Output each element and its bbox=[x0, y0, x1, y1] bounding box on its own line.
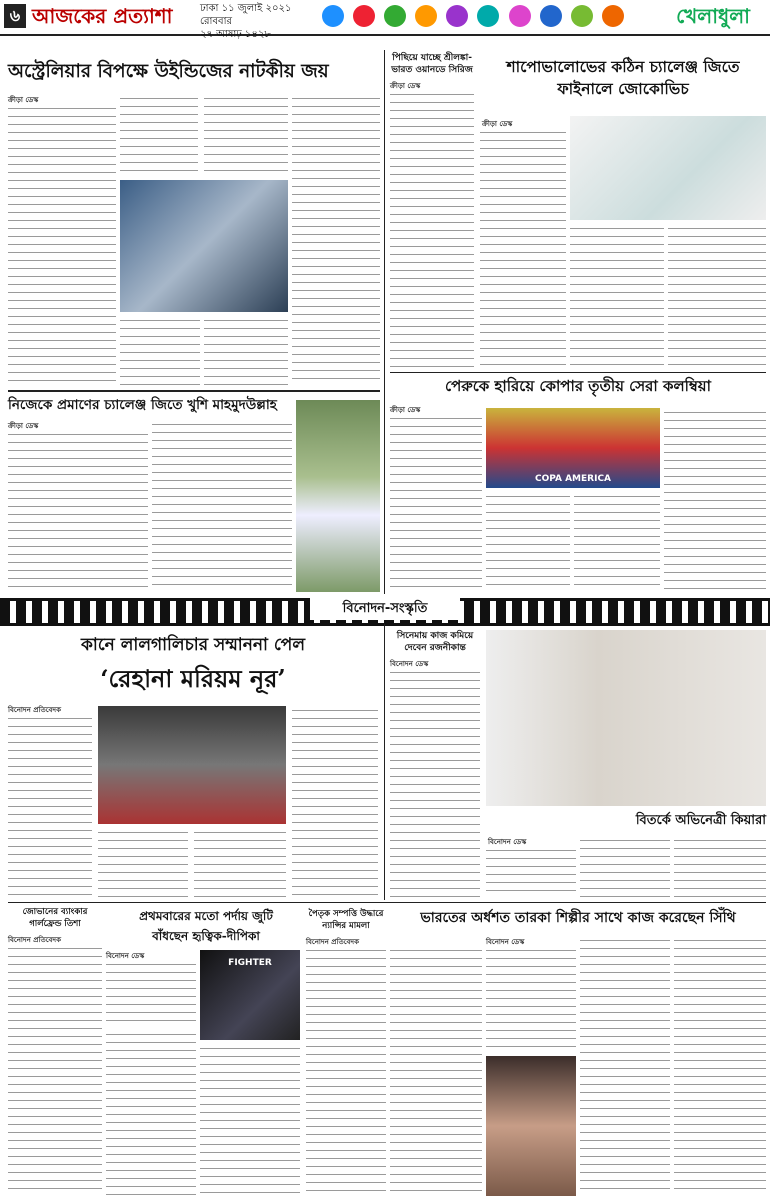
rehana-body-col3 bbox=[98, 828, 188, 898]
kiara-headline: বিতর্কে অভিনেত্রী কিয়ারা bbox=[635, 813, 766, 828]
windies-body-col1 bbox=[8, 104, 116, 388]
rehana-body-col2 bbox=[292, 706, 378, 898]
colombia-team-photo bbox=[486, 408, 660, 488]
golf-icon bbox=[571, 5, 593, 27]
windies-desk: ক্রীড়া ডেস্ক bbox=[8, 96, 39, 104]
windies-headline: অস্ট্রেলিয়ার বিপক্ষে উইন্ডিজের নাটকীয় জয় bbox=[8, 61, 329, 82]
kiara-body-col3 bbox=[674, 836, 766, 898]
colombia-body-col2 bbox=[486, 492, 570, 592]
djokovic-body-col2 bbox=[570, 224, 664, 372]
nancy-body-col2 bbox=[390, 946, 482, 1196]
hrithik-headline-line1: প্রথমবারের মতো পর্দায় জুটি bbox=[139, 909, 273, 923]
cricket-icon bbox=[322, 5, 344, 27]
section-name: খেলাধুলা bbox=[676, 4, 750, 28]
kiara-desk: বিনোদন ডেস্ক bbox=[488, 838, 527, 846]
athlete-icon bbox=[602, 5, 624, 27]
disha-desk: বিনোদন প্রতিবেদক bbox=[8, 936, 61, 944]
football-icon bbox=[353, 5, 375, 27]
sithi-body-col2 bbox=[580, 936, 670, 1196]
rehana-headline-line1: কানে লালগালিচার সম্মাননা পেল bbox=[81, 635, 305, 655]
nancy-desk: বিনোদন প্রতিবেদক bbox=[306, 938, 359, 946]
date-gregorian: ঢাকা ১১ জুলাই ২০২১ রোববার bbox=[200, 3, 292, 27]
colombia-body-col3 bbox=[574, 492, 660, 592]
mahmudullah-desk: ক্রীড়া ডেস্ক bbox=[8, 422, 39, 430]
copa-america-label: COPA AMERICA bbox=[534, 474, 612, 484]
date-bengali: ২৭ আষাঢ় ১৪২৮ bbox=[200, 29, 271, 40]
mahmudullah-body-col1 bbox=[8, 430, 148, 592]
djokovic-photo bbox=[570, 116, 766, 220]
rehana-body-col4 bbox=[194, 828, 286, 898]
djokovic-body-col1 bbox=[480, 128, 566, 372]
djokovic-headline: শাপোভালোভের কঠিন চ্যালেঞ্জ জিতে ফাইনালে জোকোভিচ bbox=[506, 57, 740, 98]
windies-body-col2 bbox=[120, 94, 198, 178]
fighter-poster bbox=[200, 950, 300, 1040]
hrithik-desk: বিনোদন ডেস্ক bbox=[106, 952, 145, 960]
sri-lanka-desk: ক্রীড়া ডেস্ক bbox=[390, 82, 421, 90]
rehana-body-col1 bbox=[8, 714, 92, 898]
divider bbox=[8, 902, 766, 903]
kiara-body-col2 bbox=[580, 836, 670, 898]
windies-celebration-photo bbox=[120, 180, 288, 312]
colombia-body-col1 bbox=[390, 414, 482, 592]
tennis-icon bbox=[415, 5, 437, 27]
sports-icons-strip bbox=[320, 2, 650, 32]
disha-body bbox=[8, 944, 102, 1196]
nancy-body-col1 bbox=[306, 946, 386, 1196]
swimmer-icon bbox=[540, 5, 562, 27]
sithi-headline: ভারতের অর্ধশত তারকা শিল্পীর সাথে কাজ করেছেন সিঁথি bbox=[420, 910, 736, 926]
rajinikanth-headline: সিনেমায় কাজ কমিয়ে দেবেন রজনীকান্ত bbox=[396, 631, 474, 653]
mahmudullah-headline: নিজেকে প্রমাণের চ্যালেঞ্জ জিতে খুশি মাহমুদউল্লাহ bbox=[8, 397, 277, 413]
newspaper-name: আজকের প্রত্যাশা bbox=[32, 4, 173, 28]
sri-lanka-body bbox=[390, 90, 474, 372]
entertainment-banner-title: বিনোদন-সংস্কৃতি bbox=[310, 598, 460, 620]
date-line bbox=[200, 2, 320, 41]
divider bbox=[8, 390, 380, 392]
mahmudullah-body-col2 bbox=[152, 420, 292, 592]
page-number: ৬ bbox=[4, 4, 26, 28]
cycling-icon bbox=[446, 5, 468, 27]
sithi-desk: বিনোদন ডেস্ক bbox=[486, 938, 525, 946]
hrithik-headline-line2: বাঁধছেন হৃত্বিক-দীপিকা bbox=[152, 929, 260, 943]
runner-icon bbox=[384, 5, 406, 27]
nancy-headline: পৈতৃক সম্পত্তি উদ্ধারে ন্যান্সির মামলা bbox=[308, 909, 384, 931]
disha-headline: জোভানের ব্যাংকার গার্লফ্রেন্ড তিশা bbox=[22, 907, 88, 929]
windies-body-col3 bbox=[204, 94, 288, 178]
hrithik-body-col1 bbox=[106, 960, 196, 1026]
rehana-headline-line2: ‘রেহানা মরিয়ম নূর’ bbox=[100, 664, 286, 693]
hrithik-body-col2 bbox=[106, 1030, 196, 1196]
windies-body-col4 bbox=[292, 94, 380, 386]
colombia-body-col4 bbox=[664, 408, 766, 592]
sithi-photo bbox=[486, 1056, 576, 1196]
sithi-body-col3 bbox=[674, 936, 766, 1196]
rehana-red-carpet-photo bbox=[98, 706, 286, 824]
rajinikanth-desk: বিনোদন ডেস্ক bbox=[390, 660, 429, 668]
mahmudullah-photo bbox=[296, 400, 380, 592]
sithi-body-col1 bbox=[486, 946, 576, 1052]
divider bbox=[390, 372, 766, 373]
rehana-desk: বিনোদন প্রতিবেদক bbox=[8, 706, 61, 714]
column-divider bbox=[384, 50, 385, 594]
archery-icon bbox=[509, 5, 531, 27]
column-divider bbox=[384, 624, 385, 900]
djokovic-desk: ক্রীড়া ডেস্ক bbox=[482, 120, 513, 128]
windies-body-col2b bbox=[120, 316, 200, 388]
kiara-photo bbox=[486, 630, 766, 806]
page-header bbox=[0, 0, 770, 40]
hrithik-body-col3 bbox=[200, 1044, 300, 1196]
fighter-poster-text: FIGHTER bbox=[228, 958, 272, 968]
colombia-headline: পেরুকে হারিয়ে কোপার তৃতীয় সেরা কলম্বিয়া bbox=[445, 377, 711, 395]
rajinikanth-body bbox=[390, 668, 480, 898]
windies-body-col3b bbox=[204, 316, 288, 388]
hockey-icon bbox=[477, 5, 499, 27]
kiara-body-col1 bbox=[486, 846, 576, 898]
colombia-desk: ক্রীড়া ডেস্ক bbox=[390, 406, 421, 414]
djokovic-body-col3 bbox=[668, 224, 766, 372]
sri-lanka-headline: পিছিয়ে যাচ্ছে শ্রীলঙ্কা-ভারত ওয়ানডে সিরিজ bbox=[391, 53, 473, 75]
